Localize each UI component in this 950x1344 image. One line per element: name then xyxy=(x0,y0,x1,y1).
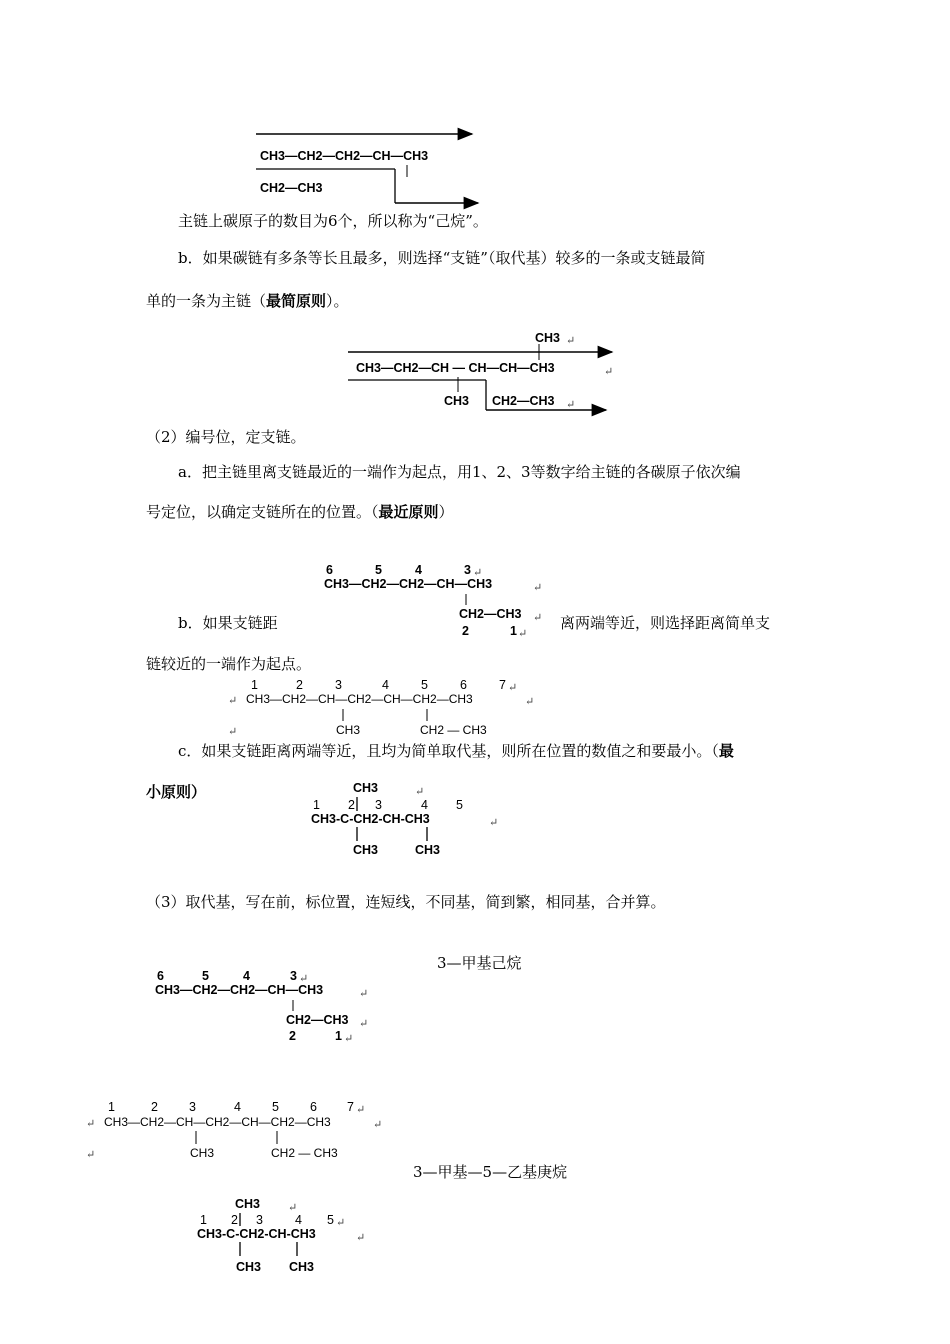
diagram8-num-4: 4 xyxy=(295,1213,302,1227)
diagram6-num-3: 3 xyxy=(290,969,297,983)
paragraph-rule-b2-line2: 链较近的一端作为起点。 xyxy=(146,655,312,673)
diagram3-num-5: 5 xyxy=(375,563,382,577)
smallest-principle-label: 小原则） xyxy=(146,783,207,801)
paragraph-mark: ↵ xyxy=(359,1017,369,1030)
paragraph-mark: ↵ xyxy=(533,581,543,594)
diagram4-branch-methyl: CH3 xyxy=(336,723,361,737)
diagram7-num-2: 2 xyxy=(151,1100,158,1114)
diagram5-num-3: 3 xyxy=(375,798,382,812)
paragraph-mark: ↵ xyxy=(336,1216,346,1229)
paragraph-rule-b2-right: 离两端等近，则选择距离简单支 xyxy=(560,614,771,632)
diagram7-num-3: 3 xyxy=(189,1100,196,1114)
paragraph-mark: ↵ xyxy=(473,566,483,579)
diagram4-num-4: 4 xyxy=(382,678,389,692)
paragraph-mark: ↵ xyxy=(533,611,543,624)
diagram4-main-chain: CH3—CH2—CH—CH2—CH—CH2—CH3 xyxy=(246,692,473,706)
diagram5-top-methyl: CH3 xyxy=(353,781,379,795)
diagram3-branch-num-2: 2 xyxy=(462,624,469,638)
paragraph-mark: ↵ xyxy=(359,987,369,1000)
diagram5-num-2: 2 xyxy=(348,798,355,812)
diagram7-num-4: 4 xyxy=(234,1100,241,1114)
paragraph-mark: ↵ xyxy=(518,627,528,640)
paragraph-rule-b2-left: b．如果支链距 xyxy=(178,614,278,632)
diagram4-num-1: 1 xyxy=(251,678,258,692)
diagram8-bottom-methyl-2: CH3 xyxy=(289,1260,315,1274)
diagram5-bottom-methyl-2: CH3 xyxy=(415,843,441,857)
paragraph-mark: ↵ xyxy=(228,725,238,738)
rule-a-text: 号定位，以确定支链所在的位置。（ xyxy=(146,503,379,521)
diagram6-num-5: 5 xyxy=(202,969,209,983)
rule-b-text: 单的一条为主链（ xyxy=(146,292,267,310)
diagram5-num-1: 1 xyxy=(313,798,320,812)
diagram2-branch-ethyl: CH2—CH3 xyxy=(492,394,555,408)
paragraph-mark: ↵ xyxy=(86,1148,96,1161)
paragraph-mark: ↵ xyxy=(604,365,614,378)
paragraph-mark: ↵ xyxy=(489,816,499,829)
paragraph-mark: ↵ xyxy=(86,1117,96,1130)
paragraph-rule-b-line2 xyxy=(146,291,349,311)
diagram6-main-chain: CH3—CH2—CH2—CH—CH3 xyxy=(155,983,324,997)
diagram7-branch-ethyl: CH2 — CH3 xyxy=(271,1146,338,1160)
diagram4-num-7: 7 xyxy=(499,678,506,692)
paragraph-hexane-naming: 主链上碳原子的数目为6个，所以称为“己烷”。 xyxy=(178,212,488,230)
paragraph-rule-b-line1: b．如果碳链有多条等长且最多，则选择“支链”（取代基）较多的一条或支链最简 xyxy=(178,249,706,267)
diagram6-branch: CH2—CH3 xyxy=(286,1013,349,1027)
diagram7-main-chain: CH3—CH2—CH—CH2—CH—CH2—CH3 xyxy=(104,1115,331,1129)
diagram3-branch-num-1: 1 xyxy=(510,624,517,638)
diagram1-main-chain: CH3—CH2—CH2—CH—CH3 xyxy=(260,149,429,163)
paragraph-rule-a-line2 xyxy=(146,502,454,522)
diagram7-num-5: 5 xyxy=(272,1100,279,1114)
diagram8-num-3: 3 xyxy=(256,1213,263,1227)
diagram5-main-chain: CH3-C-CH2-CH-CH3 xyxy=(311,812,430,826)
diagram1-branch: CH2—CH3 xyxy=(260,181,323,195)
diagram4-num-5: 5 xyxy=(421,678,428,692)
diagram3-branch: CH2—CH3 xyxy=(459,607,522,621)
diagram8-num-5: 5 xyxy=(327,1213,334,1227)
paragraph-rule-c-line1 xyxy=(178,741,734,761)
rule-a-end: ） xyxy=(438,503,454,521)
diagram7-num-1: 1 xyxy=(108,1100,115,1114)
rule-c-text: c．如果支链距离两端等近，且均为简单取代基，则所在位置的数值之和要最小。（ xyxy=(178,742,719,760)
section-2-heading: （2）编号位，定支链。 xyxy=(146,428,306,446)
diagram4-num-6: 6 xyxy=(460,678,467,692)
diagram2-main-chain: CH3—CH2—CH — CH—CH—CH3 xyxy=(356,361,555,375)
diagram3-num-6: 6 xyxy=(326,563,333,577)
paragraph-mark: ↵ xyxy=(566,334,576,347)
diagram3-num-3: 3 xyxy=(464,563,471,577)
compound-name-1: 3—甲基己烷 xyxy=(437,954,522,972)
simplest-principle-label: 最简原则 xyxy=(266,292,327,310)
diagram4-branch-ethyl: CH2 — CH3 xyxy=(420,723,487,737)
paragraph-mark: ↵ xyxy=(525,695,535,708)
nearest-principle-label: 最近原则 xyxy=(378,503,439,521)
diagram7-branch-methyl: CH3 xyxy=(190,1146,215,1160)
diagram4-num-2: 2 xyxy=(296,678,303,692)
diagram2-branch-methyl: CH3 xyxy=(444,394,470,408)
diagram7-num-6: 6 xyxy=(310,1100,317,1114)
section-3-heading: （3）取代基，写在前，标位置，连短线，不同基，简到繁，相同基，合并算。 xyxy=(146,893,666,911)
diagram5-bottom-methyl-1: CH3 xyxy=(353,843,379,857)
diagram8-main-chain: CH3-C-CH2-CH-CH3 xyxy=(197,1227,316,1241)
diagram5-num-4: 4 xyxy=(421,798,428,812)
paragraph-mark: ↵ xyxy=(508,681,518,694)
diagram8-top-methyl: CH3 xyxy=(235,1197,261,1211)
diagram6-branch-num-2: 2 xyxy=(289,1029,296,1043)
rule-c-bold: 最 xyxy=(718,742,734,760)
paragraph-mark: ↵ xyxy=(344,1032,354,1045)
paragraph-mark: ↵ xyxy=(288,1201,298,1214)
paragraph-mark: ↵ xyxy=(299,972,309,985)
paragraph-rule-a-line1: a．把主链里离支链最近的一端作为起点，用1、2、3等数字给主链的各碳原子依次编 xyxy=(178,463,741,481)
paragraph-mark: ↵ xyxy=(415,785,425,798)
paragraph-mark: ↵ xyxy=(356,1103,366,1116)
paragraph-mark: ↵ xyxy=(228,694,238,707)
paragraph-mark: ↵ xyxy=(356,1231,366,1244)
diagram8-num-2: 2 xyxy=(231,1213,238,1227)
diagram2-top-methyl: CH3 xyxy=(535,331,561,345)
diagram8-num-1: 1 xyxy=(200,1213,207,1227)
diagram5-num-5: 5 xyxy=(456,798,463,812)
diagram4-num-3: 3 xyxy=(335,678,342,692)
diagram6-num-4: 4 xyxy=(243,969,250,983)
diagram3-main-chain: CH3—CH2—CH2—CH—CH3 xyxy=(324,577,493,591)
paragraph-mark: ↵ xyxy=(373,1118,383,1131)
diagram6-num-6: 6 xyxy=(157,969,164,983)
diagram8-bottom-methyl-1: CH3 xyxy=(236,1260,262,1274)
diagram6-branch-num-1: 1 xyxy=(335,1029,342,1043)
paragraph-mark: ↵ xyxy=(566,398,576,411)
compound-name-2: 3—甲基—5—乙基庚烷 xyxy=(413,1163,568,1181)
rule-b-end: ）。 xyxy=(326,292,349,310)
diagram7-num-7: 7 xyxy=(347,1100,354,1114)
diagram3-num-4: 4 xyxy=(415,563,422,577)
